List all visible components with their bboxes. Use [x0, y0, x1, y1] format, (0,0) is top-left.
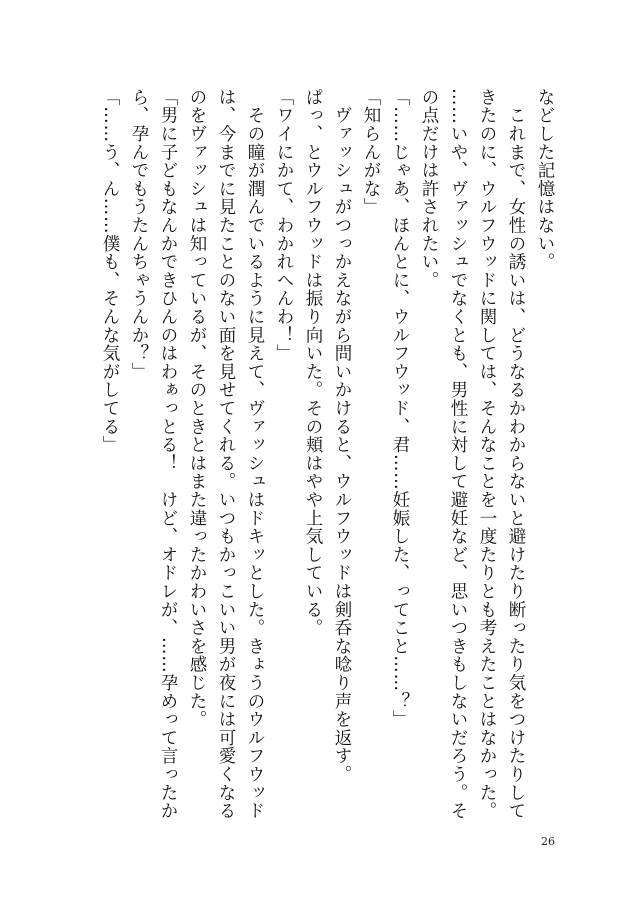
vertical-text-body: [95, 88, 559, 858]
text-line-2: これまで、女性の誘いは、どうなるかわからないと避けたり断ったり気をつけたりして: [506, 88, 526, 820]
page-number: 26: [541, 835, 555, 848]
text-line-12: は、今までに見たことのない面を見せてくれる。いつもかっこいい男が夜には可愛くなる: [216, 88, 236, 820]
text-line-9: ぱっ、とウルフウッドは振り向いた。その頬はやや上気している。: [303, 88, 323, 637]
text-line-11: その瞳が潤んでいるように見えて、ヴァッシュはドキッとした。きょうのウルフウッド: [245, 88, 265, 820]
text-line-16: 「……う、ん……僕も、そんな気がしてる」: [100, 88, 120, 454]
text-line-15: ら、孕んでもうたんちゃうんか？」: [129, 88, 149, 381]
text-line-14: 「男に子どもなんかできひんのはわぁっとる！ けど、オドレが、……孕めって言ったか: [158, 88, 178, 820]
text-line-6: 「……じゃあ、ほんとに、ウルフウッド、君……妊娠した、ってこと……？」: [390, 88, 410, 729]
text-line-1: などした記憶はない。: [535, 88, 555, 271]
text-line-13: のをヴァッシュは知っているが、そのときとはまた違ったかわいさを感じた。: [187, 88, 207, 729]
text-line-3: きたのに、ウルフウッドに関しては、そんなことを一度たりとも考えたことはなかった。: [477, 88, 497, 820]
text-line-7: 「知らんがな」: [361, 88, 381, 217]
text-line-10: 「ワイにかて、わかれへんわ！」: [274, 88, 294, 363]
text-line-4: ……いや、ヴァッシュでなくとも、男性に対して避妊など、思いつきもしないだろう。そ: [448, 88, 468, 820]
text-line-5: の点だけは許されたい。: [419, 88, 439, 290]
text-line-8: ヴァッシュがつっかえながら問いかけると、ウルフウッドは剣呑な唸り声を返す。: [332, 88, 352, 784]
